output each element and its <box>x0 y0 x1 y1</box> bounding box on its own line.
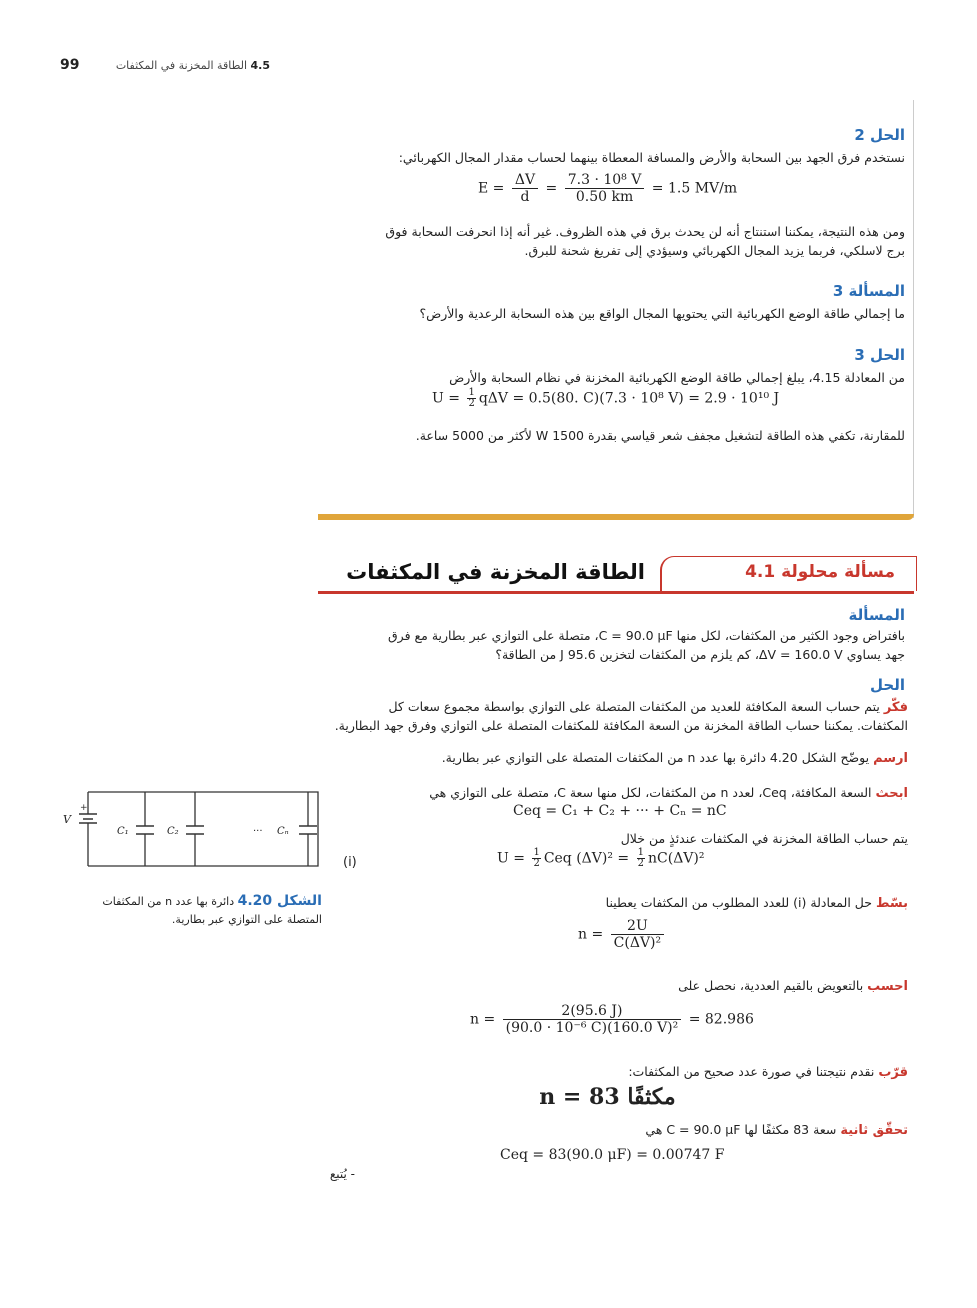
solution-3-text: من المعادلة 4.15، يبلغ إجمالي طاقة الوضع الكهربائية المخزنة في نظام السحابة والأرض <box>449 370 905 385</box>
think-text-2: المكثفات. يمكننا حساب الطاقة المخزنة من السعة المكافئة للمكثفات المتصلة على التوازي وفرق جهد البطارية. <box>334 718 908 733</box>
dots-label: ··· <box>253 826 263 837</box>
continues-marker: - يُتبع <box>329 1167 355 1181</box>
top-box-bottom-rule <box>318 514 914 520</box>
problem-line-1: بافتراض وجود الكثير من المكثفات، لكل منها C = 90.0 μF، متصلة على التوازي عبر بطارية مع فرق <box>387 628 905 643</box>
battery-label: V <box>63 813 71 826</box>
figure-caption <box>60 892 322 929</box>
section-number: 4.5 <box>250 59 270 72</box>
figure-caption-2: المتصلة على التوازي عبر بطارية. <box>171 913 322 926</box>
calc-step <box>500 976 908 997</box>
field-equation: E = $\frac{\Delta V}{d}$ = $\frac{\text{7.3 · 10⁸ V}}{0.50 km}$ = 1.5 MV/m <box>478 172 738 205</box>
solution-3-heading: الحل 3 <box>854 346 905 364</box>
n-equation: n = $\frac{2U}{\text{C(ΔV)²}}$ <box>578 918 667 951</box>
figure-caption-1: دائرة بها عدد n من المكثفات <box>102 895 235 908</box>
solution-2-heading: الحل 2 <box>854 126 905 144</box>
figure-label: الشكل 4.20 <box>237 893 322 909</box>
solution-2-conclusion-2: برج لاسلكي، فربما يزيد المجال الكهربائي وسيؤدي إلى تفريغ شحنة للبرق. <box>524 243 905 258</box>
round-label: قرّب <box>878 1065 908 1080</box>
parallel-capacitor-circuit <box>55 788 325 870</box>
cap1-label: C₁ <box>117 826 129 837</box>
problem-line-2: جهد يساوي ΔV = 160.0 V، كم يلزم من المكثفات لتخزين 95.6 J من الطاقة؟ <box>495 647 905 662</box>
sketch-step <box>340 748 908 769</box>
comparison-text: للمقارنة، تكفي هذه الطاقة لتشغيل مجفف شعر قياسي بقدرة 1500 W لأكثر من 5000 ساعة. <box>415 428 905 443</box>
energy-text: يتم حساب الطاقة المخزنة في المكثفات عندئذٍ من خلال <box>620 831 908 846</box>
running-header <box>115 59 270 72</box>
problem-heading: المسألة <box>848 606 905 624</box>
simplify-step <box>380 893 908 914</box>
problem-3-heading: المسألة 3 <box>832 282 905 300</box>
page-number: 99 <box>60 57 80 73</box>
solved-problem-tag: مسألة محلولة 4.1 <box>745 562 895 582</box>
problem-3-text: ما إجمالي طاقة الوضع الكهربائية التي يحتويها المجال الواقع بين هذه السحابة الرعدية والأرض؟ <box>419 306 905 321</box>
sketch-label: ارسم <box>873 751 908 766</box>
solution-2-conclusion-1: ومن هذه النتيجة، يمكننا استنتاج أنه لن يحدث برق في هذه الظروف. غير أنه إذا انحرفت السحابة فوق <box>385 224 905 239</box>
think-text-1: يتم حساب السعة المكافئة للعديد من المكثفات المتصلة على التوازي بواسطة مجموع سعات كل <box>388 699 880 714</box>
section-title: الطاقة المخزنة في المكثفات <box>115 59 247 72</box>
svg-text:+: + <box>80 803 88 813</box>
research-label: ابحث <box>875 786 908 801</box>
check-text: سعة 83 مكثفًا لها C = 90.0 μF هي <box>645 1122 837 1137</box>
top-box-right-border <box>913 100 914 518</box>
ceq-equation: Ceq = C₁ + C₂ + ··· + Cₙ = nC <box>513 803 727 819</box>
check-equation: Ceq = 83(90.0 μF) = 0.00747 F <box>500 1147 725 1163</box>
round-step <box>560 1062 908 1083</box>
research-text: السعة المكافئة، Ceq، لعدد n من المكثفات، لكل منها سعة C، متصلة على التوازي هي <box>429 785 872 800</box>
solution-2-text: نستخدم فرق الجهد بين السحابة والأرض والمسافة المعطاة بينهما لحساب مقدار المجال الكهربائي: <box>398 150 905 165</box>
research-step <box>340 783 908 804</box>
u-equation: U = $\frac{1}{2}$ Ceq (ΔV)² = $\frac{1}{2}$ nC(ΔV)² <box>497 847 705 869</box>
round-text: نقدم نتيجتنا في صورة عدد صحيح من المكثفات: <box>628 1064 875 1079</box>
banner-rule <box>318 591 914 594</box>
think-step <box>318 697 908 718</box>
check-label: تحقّق ثانية <box>840 1123 908 1138</box>
think-label: فكّر <box>883 700 908 715</box>
capn-label: Cₙ <box>277 826 289 837</box>
check-step <box>560 1120 908 1141</box>
solved-problem-title: الطاقة المخزنة في المكثفات <box>346 560 645 584</box>
solution-heading: الحل <box>870 676 905 694</box>
simplify-text: حل المعادلة (i) للعدد المطلوب من المكثفات يعطينا <box>605 895 872 910</box>
simplify-label: بسّط <box>875 896 908 911</box>
equation-label-i: (i) <box>343 855 357 870</box>
cap2-label: C₂ <box>167 826 179 837</box>
calc-label: احسب <box>867 979 908 994</box>
energy-equation: U = $\frac{1}{2}$ qΔV = 0.5(80. C)(7.3 · 10⁸ V) = 2.9 · 10¹⁰ J <box>432 387 780 409</box>
sketch-text: يوضّح الشكل 4.20 دائرة بها عدد n من المكثفات المتصلة على التوازي عبر بطارية. <box>441 750 870 765</box>
calc-text: بالتعويض بالقيم العددية، نحصل على <box>678 978 864 993</box>
final-answer: n = 83 مكثفًا <box>539 1084 676 1110</box>
calc-equation: n = $\frac{2(95.6 J)}{\text{(90.0 · 10⁻⁶ C)(160.0 V)²}}$ = 82.986 <box>470 1003 754 1036</box>
